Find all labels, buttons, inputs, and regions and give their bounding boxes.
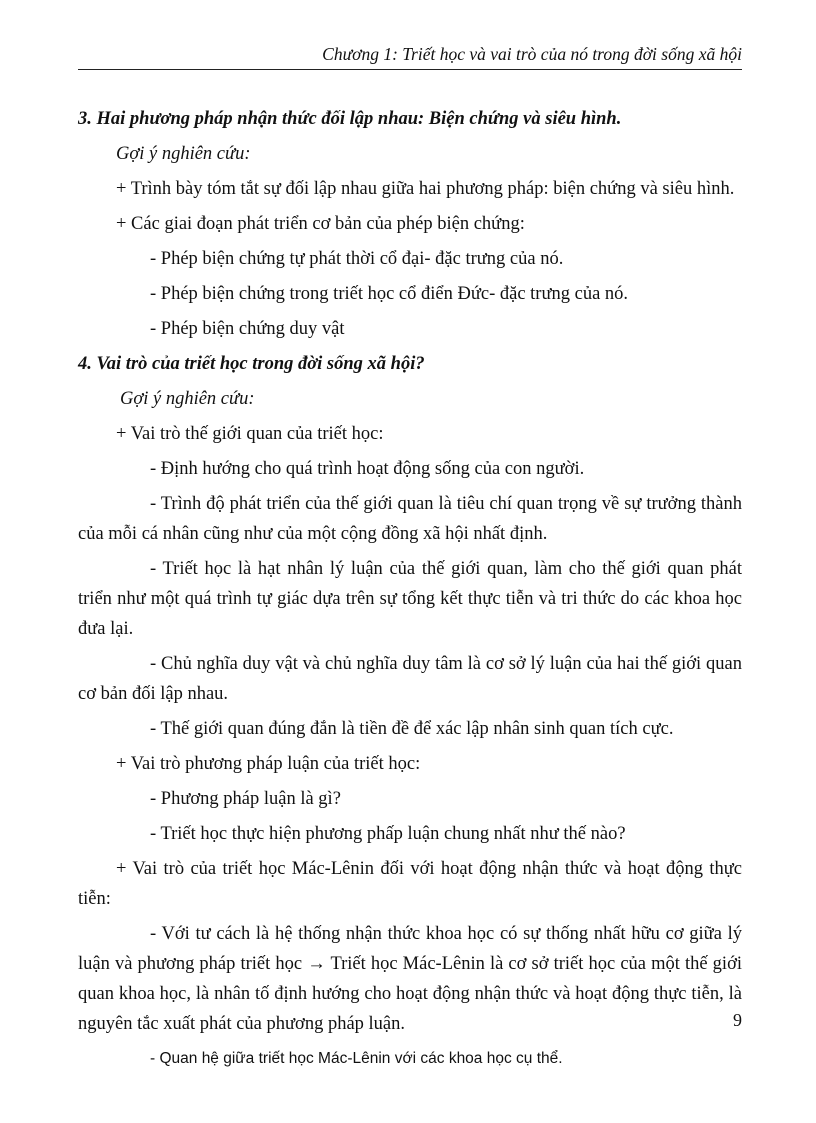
page-body xyxy=(78,104,742,1079)
paragraph: + Vai trò phương pháp luận của triết học: xyxy=(116,754,421,774)
section-heading-3: 3. Hai phương pháp nhận thức đối lập nhau: Biện chứng và siêu hình. xyxy=(78,109,622,129)
list-item: - Định hướng cho quá trình hoạt động sống của con người. xyxy=(150,459,585,479)
research-hint: Gợi ý nghiên cứu: xyxy=(120,389,255,409)
list-item: - Phương pháp luận là gì? xyxy=(150,789,341,809)
list-item: - Chủ nghĩa duy vật và chủ nghĩa duy tâm là cơ sở lý luận của hai thế giới quan cơ bản đối lập nhau. xyxy=(78,654,742,704)
research-hint: Gợi ý nghiên cứu: xyxy=(116,144,251,164)
list-item: - Thế giới quan đúng đắn là tiền đề để xác lập nhân sinh quan tích cực. xyxy=(150,719,674,739)
list-item: - Phép biện chứng trong triết học cổ điển Đức- đặc trưng của nó. xyxy=(150,284,629,304)
list-item: - Trình độ phát triển của thế giới quan là tiêu chí quan trọng về sự trưởng thành của mỗi cá nhân cũng như của một cộng đồng xã hội nhất định. xyxy=(78,494,742,544)
list-item: - Triết học thực hiện phương phấp luận chung nhất như thế nào? xyxy=(150,824,626,844)
list-item: - Phép biện chứng tự phát thời cổ đại- đặc trưng của nó. xyxy=(150,249,564,269)
paragraph: + Vai trò của triết học Mác-Lênin đối với hoạt động nhận thức và hoạt động thực tiễn: xyxy=(78,859,742,909)
page-number: 9 xyxy=(733,1010,742,1030)
paragraph: + Vai trò thế giới quan của triết học: xyxy=(116,424,384,444)
section-heading-4: 4. Vai trò của triết học trong đời sống xã hội? xyxy=(78,354,425,374)
list-item: - Với tư cách là hệ thống nhận thức khoa học có sự thống nhất hữu cơ giữa lý luận và phương pháp triết học → Triết học Mác-Lênin là cơ sở triết học của một thế giới quan khoa học, là nhân tố định hướng cho hoạt động nhận thức và hoạt động thực tiễn, là nguyên tắc xuất phát của phương pháp luận. xyxy=(78,924,742,1034)
list-item: - Quan hệ giữa triết học Mác-Lênin với các khoa học cụ thể. xyxy=(150,1050,563,1067)
paragraph: + Trình bày tóm tắt sự đối lập nhau giữa hai phương pháp: biện chứng và siêu hình. xyxy=(116,179,735,199)
list-item: - Triết học là hạt nhân lý luận của thế giới quan, làm cho thế giới quan phát triển như một quá trình tự giác dựa trên sự tổng kết thực tiễn và tri thức do các khoa học đưa lại. xyxy=(78,559,742,639)
list-item: - Phép biện chứng duy vật xyxy=(150,319,345,339)
running-header xyxy=(78,44,742,70)
chapter-title: Chương 1: Triết học và vai trò của nó trong đời sống xã hội xyxy=(322,44,742,64)
paragraph: + Các giai đoạn phát triển cơ bản của phép biện chứng: xyxy=(116,214,525,234)
